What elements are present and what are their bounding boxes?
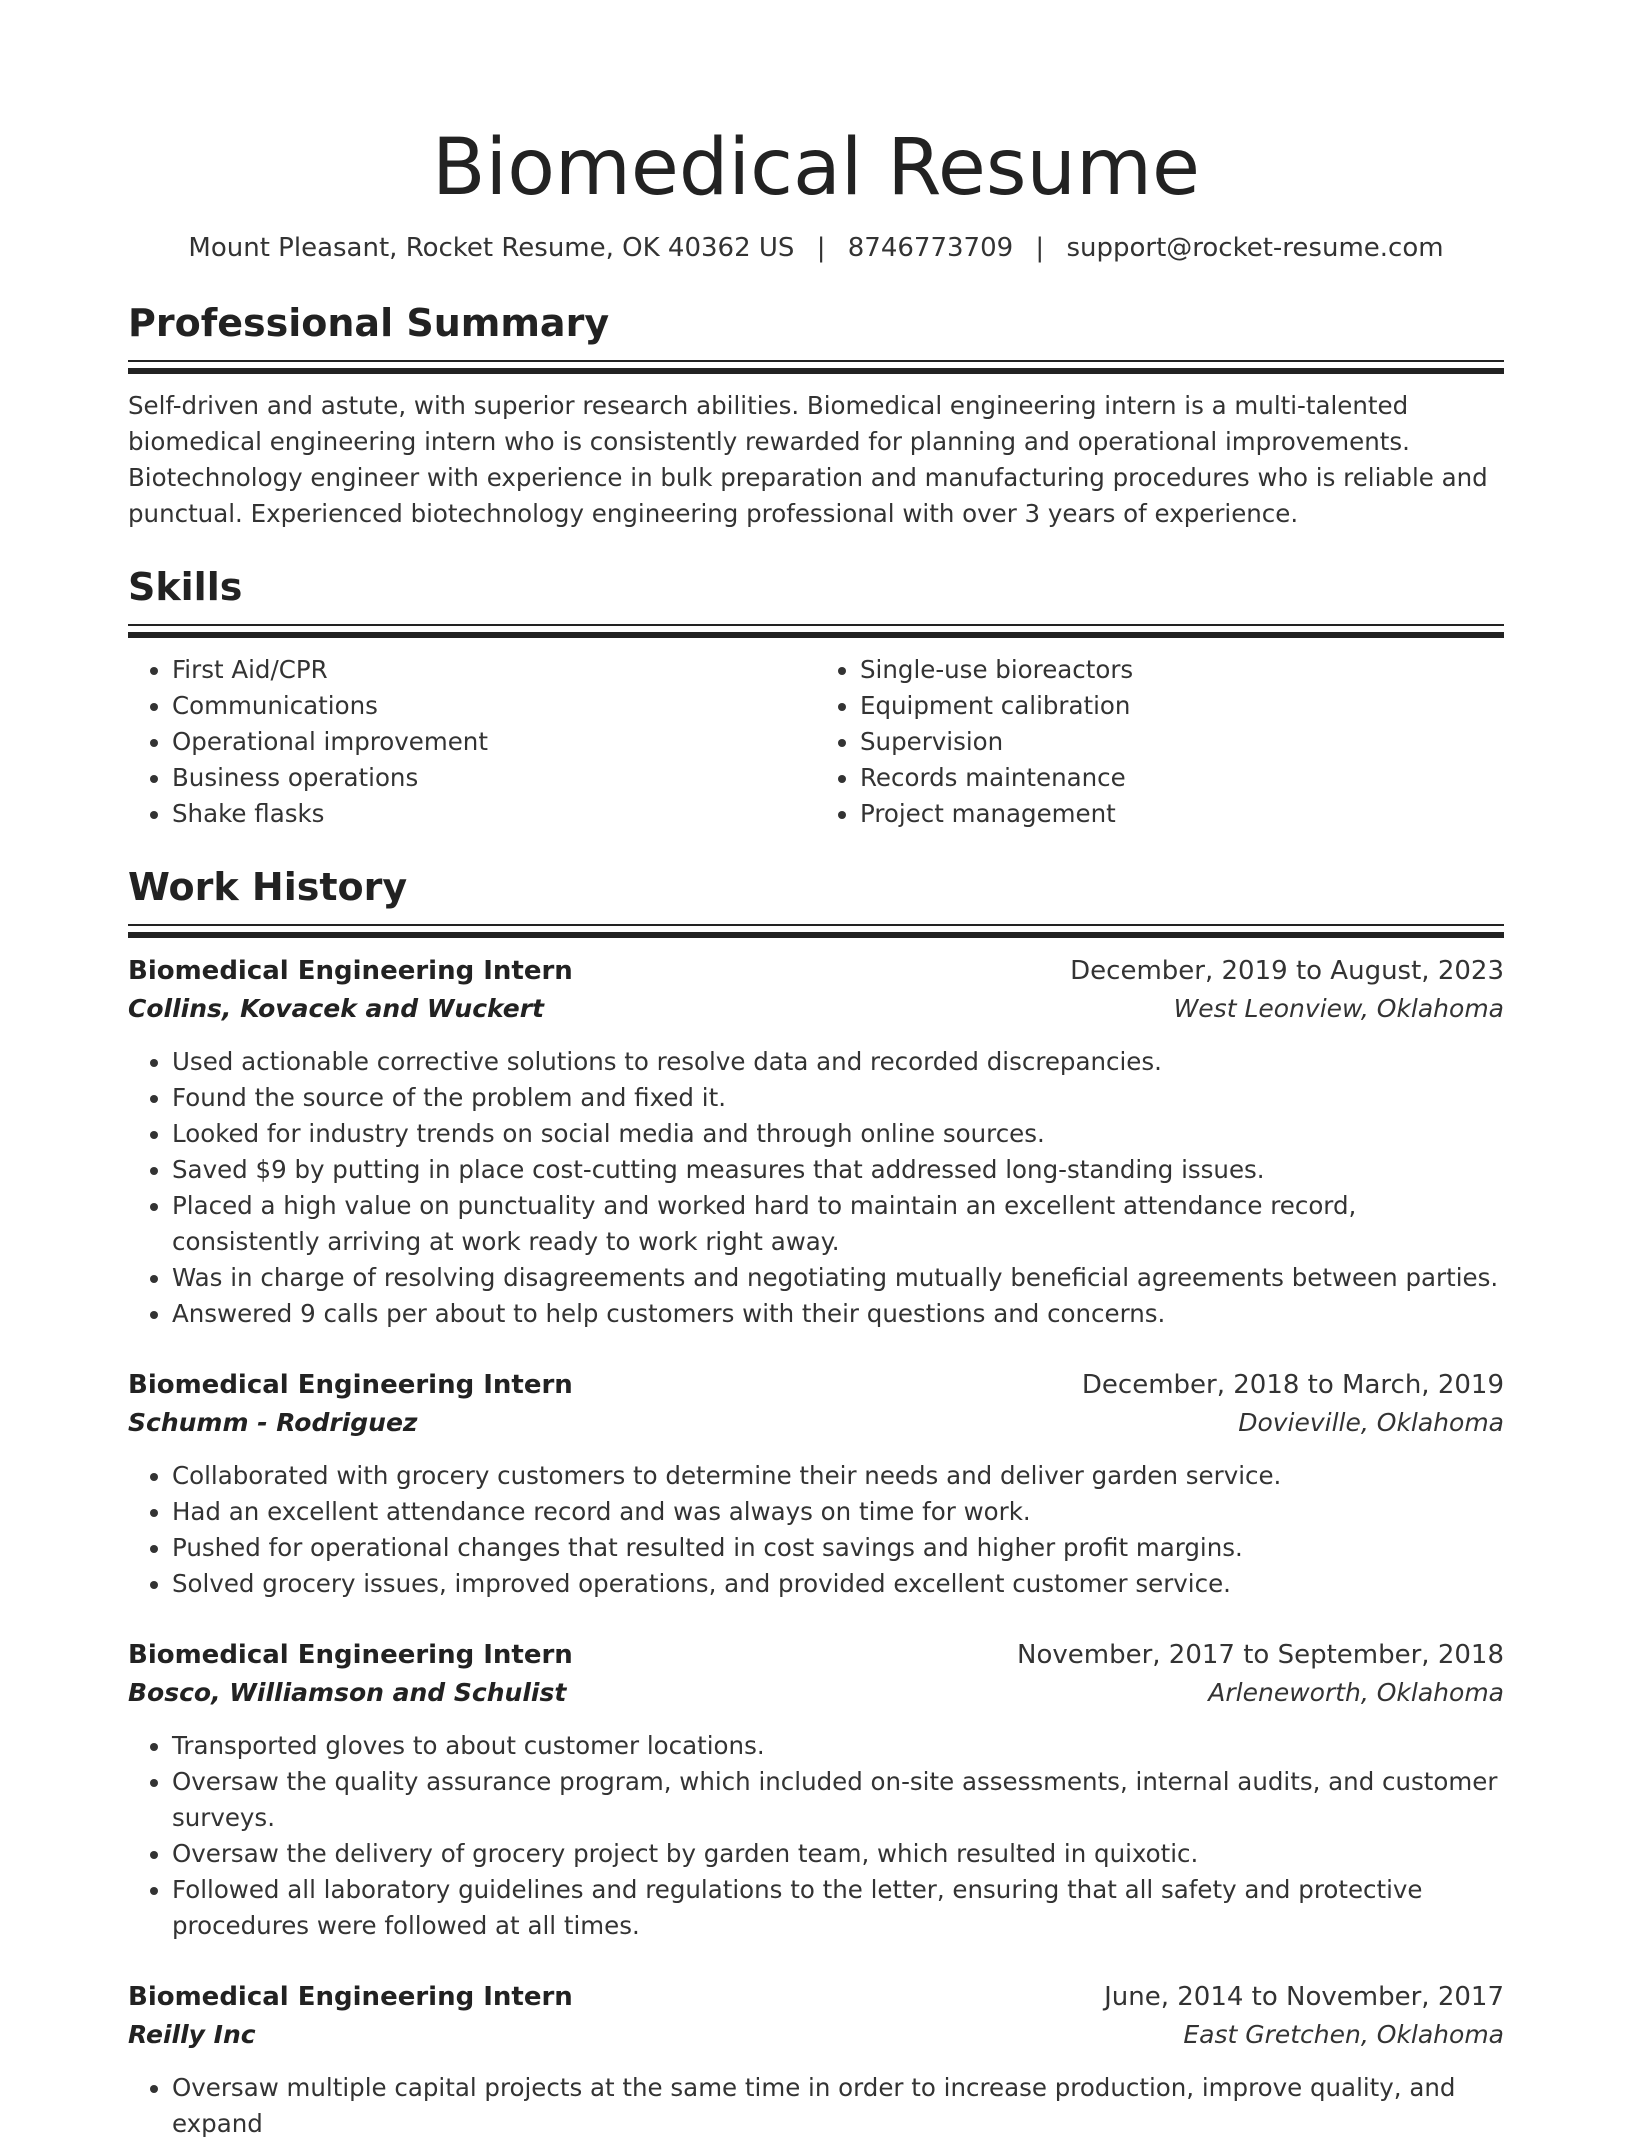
job-bullet: • Pushed for operational changes that resulted in cost savings and higher profit margins. xyxy=(172,1530,1504,1566)
job-bullet: • Oversaw multiple capital projects at the same time in order to increase production, improve quality, and expand xyxy=(172,2070,1504,2142)
job-dates: June, 2014 to November, 2017 xyxy=(1104,1982,1504,2012)
job-bullets xyxy=(128,1458,1504,1602)
job-location: East Gretchen, Oklahoma xyxy=(1183,2020,1504,2049)
job-bullet: • Looked for industry trends on social media and through online sources. xyxy=(172,1116,1504,1152)
skills-section xyxy=(128,562,1504,832)
job-company: Schumm - Rodriguez xyxy=(128,1408,418,1437)
job-title: Biomedical Engineering Intern xyxy=(128,1982,573,2012)
job-bullet: • Collaborated with grocery customers to determine their needs and deliver garden service. xyxy=(172,1458,1504,1494)
job-bullets xyxy=(128,2070,1504,2142)
section-divider xyxy=(128,360,1504,374)
summary-text: Self-driven and astute, with superior research abilities. Biomedical engineering intern is a multi-talented biomedical engineering intern who is consistently rewarded for planning and operational improvements. Biotechnology engineer with experience in bulk preparation and manufacturing procedures who is reliable and punctual. Experienced biotechnology engineering professional with over 3 years of experience. xyxy=(128,391,1488,528)
section-divider xyxy=(128,924,1504,938)
skill-item: • Operational improvement xyxy=(172,724,816,760)
contact-phone: 8746773709 xyxy=(847,233,1014,263)
skills-columns xyxy=(128,652,1504,832)
job-bullet: • Oversaw the quality assurance program, which included on-site assessments, internal audits, and customer surveys. xyxy=(172,1764,1504,1836)
skills-list-left xyxy=(128,652,816,832)
job-bullet: • Placed a high value on punctuality and worked hard to maintain an excellent attendance record, consistently arriving at work ready to work right away. xyxy=(172,1188,1504,1260)
job-dates: December, 2019 to August, 2023 xyxy=(1070,956,1504,986)
skill-item: • Shake flasks xyxy=(172,796,816,832)
job-dates: December, 2018 to March, 2019 xyxy=(1081,1370,1504,1400)
skill-item: • Equipment calibration xyxy=(860,688,1504,724)
skill-item: • Communications xyxy=(172,688,816,724)
contact-address: Mount Pleasant, Rocket Resume, OK 40362 US xyxy=(188,233,795,263)
skill-item: • Supervision xyxy=(860,724,1504,760)
job-entry xyxy=(128,952,1504,1332)
job-location: Dovieville, Oklahoma xyxy=(1238,1408,1504,1437)
summary-heading: Professional Summary xyxy=(128,301,610,345)
job-dates: November, 2017 to September, 2018 xyxy=(1017,1640,1504,1670)
job-title: Biomedical Engineering Intern xyxy=(128,1640,573,1670)
job-bullet: • Transported gloves to about customer locations. xyxy=(172,1728,1504,1764)
skills-list-right xyxy=(816,652,1504,832)
work-section xyxy=(128,862,1504,2142)
work-heading: Work History xyxy=(128,865,408,909)
skill-item: • Project management xyxy=(860,796,1504,832)
job-bullet: • Oversaw the delivery of grocery project by garden team, which resulted in quixotic. xyxy=(172,1836,1504,1872)
job-bullet: • Was in charge of resolving disagreements and negotiating mutually beneficial agreements between parties. xyxy=(172,1260,1504,1296)
job-company: Bosco, Williamson and Schulist xyxy=(128,1678,567,1707)
job-title: Biomedical Engineering Intern xyxy=(128,956,573,986)
job-location: West Leonview, Oklahoma xyxy=(1173,994,1504,1023)
job-title: Biomedical Engineering Intern xyxy=(128,1370,573,1400)
contact-separator: | xyxy=(816,233,826,263)
skill-item: • First Aid/CPR xyxy=(172,652,816,688)
job-entry xyxy=(128,1636,1504,1944)
section-divider xyxy=(128,624,1504,638)
job-bullet: • Found the source of the problem and fixed it. xyxy=(172,1080,1504,1116)
resume-name: Biomedical Resume xyxy=(432,123,1200,213)
contact-separator: | xyxy=(1035,233,1045,263)
job-bullet: • Answered 9 calls per about to help customers with their questions and concerns. xyxy=(172,1296,1504,1332)
job-entry xyxy=(128,1366,1504,1602)
job-bullet: • Used actionable corrective solutions to resolve data and recorded discrepancies. xyxy=(172,1044,1504,1080)
job-bullets xyxy=(128,1044,1504,1332)
job-company: Reilly Inc xyxy=(128,2020,256,2049)
skill-item: • Business operations xyxy=(172,760,816,796)
job-bullets xyxy=(128,1728,1504,1944)
contact-line xyxy=(128,230,1504,266)
job-company: Collins, Kovacek and Wuckert xyxy=(128,994,544,1023)
skill-item: • Single-use bioreactors xyxy=(860,652,1504,688)
skills-heading: Skills xyxy=(128,565,243,609)
contact-email: support@rocket-resume.com xyxy=(1066,233,1444,263)
job-bullet: • Saved $9 by putting in place cost-cutting measures that addressed long-standing issues. xyxy=(172,1152,1504,1188)
job-entry xyxy=(128,1978,1504,2142)
job-bullet: • Solved grocery issues, improved operations, and provided excellent customer service. xyxy=(172,1566,1504,1602)
summary-section xyxy=(128,298,1504,532)
job-bullet: • Had an excellent attendance record and was always on time for work. xyxy=(172,1494,1504,1530)
skill-item: • Records maintenance xyxy=(860,760,1504,796)
job-location: Arleneworth, Oklahoma xyxy=(1208,1678,1504,1707)
job-bullet: • Followed all laboratory guidelines and regulations to the letter, ensuring that all safety and protective procedures were followed at all times. xyxy=(172,1872,1504,1944)
